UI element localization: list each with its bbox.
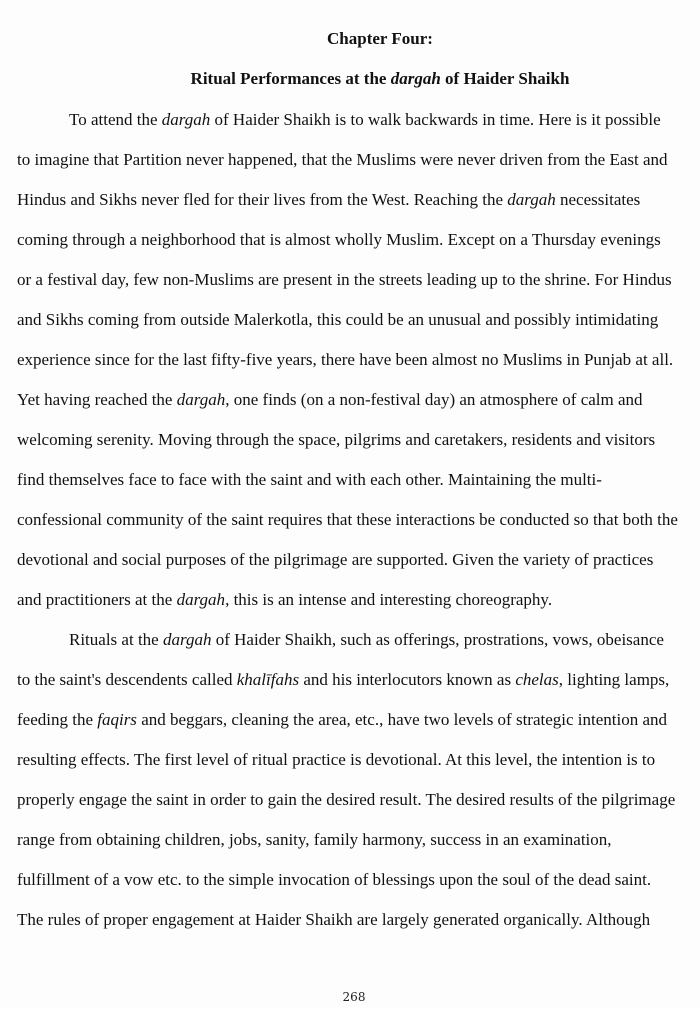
chapter-label: Chapter Four: bbox=[327, 29, 433, 48]
text-run: , lighting lamps, bbox=[558, 670, 670, 689]
text-run: feeding the bbox=[17, 710, 98, 729]
text-run: of Haider Shaikh, such as offerings, prostrations, vows, obeisance bbox=[211, 630, 664, 649]
text-run: To attend the bbox=[69, 110, 162, 129]
text-run: and practitioners at the bbox=[17, 590, 177, 609]
text-run: The rules of proper engagement at Haider Shaikh are largely generated organically. Although bbox=[17, 910, 651, 929]
text-run: or a festival day, few non-Muslims are present in the streets leading up to the shrine. For Hindus bbox=[17, 270, 672, 289]
text-line bbox=[17, 550, 653, 570]
italic-term: dargah bbox=[507, 190, 556, 209]
text-line bbox=[69, 630, 664, 650]
text-line bbox=[17, 830, 612, 850]
chapter-title bbox=[0, 69, 700, 89]
text-run: resulting effects. The first level of ritual practice is devotional. At this level, the intention is to bbox=[17, 750, 656, 769]
text-run: Yet having reached the bbox=[17, 390, 177, 409]
text-run: properly engage the saint in order to gain the desired result. The desired results of the pilgrimage bbox=[17, 790, 676, 809]
text-line bbox=[17, 710, 667, 730]
page-number: 268 bbox=[342, 990, 366, 1004]
text-line bbox=[17, 470, 602, 490]
text-line bbox=[17, 230, 661, 250]
text-run: of Haider Shaikh is to walk backwards in time. Here is it possible bbox=[210, 110, 661, 129]
text-run: experience since for the last fifty-five years, there have been almost no Muslims in Punjab at all. bbox=[17, 350, 674, 369]
italic-term: dargah bbox=[162, 630, 212, 649]
text-line bbox=[17, 390, 643, 410]
text-line bbox=[17, 270, 672, 290]
text-line bbox=[17, 790, 675, 810]
text-line bbox=[17, 150, 668, 170]
italic-term: khalīfahs bbox=[236, 670, 300, 689]
italic-term: dargah bbox=[161, 110, 211, 129]
text-run: and his interlocutors known as bbox=[299, 670, 516, 689]
text-line bbox=[69, 110, 661, 130]
text-run: and beggars, cleaning the area, etc., have two levels of strategic intention and bbox=[136, 710, 668, 729]
italic-term: dargah bbox=[176, 390, 226, 409]
text-run: welcoming serenity. Moving through the space, pilgrims and caretakers, residents and visitors bbox=[17, 430, 656, 449]
text-line bbox=[17, 910, 650, 930]
title-part-italic: dargah bbox=[390, 69, 441, 88]
text-run: coming through a neighborhood that is almost wholly Muslim. Except on a Thursday evenings bbox=[17, 230, 661, 249]
text-run: and Sikhs coming from outside Malerkotla, this could be an unusual and possibly intimidating bbox=[17, 310, 659, 329]
text-run: range from obtaining children, jobs, sanity, family harmony, success in an examination, bbox=[17, 830, 612, 849]
italic-term: faqirs bbox=[97, 710, 137, 729]
text-run: Rituals at the bbox=[69, 630, 163, 649]
text-line bbox=[17, 190, 640, 210]
text-run: find themselves face to face with the saint and with each other. Maintaining the multi- bbox=[17, 470, 602, 489]
text-line bbox=[17, 510, 678, 530]
text-run: necessitates bbox=[555, 190, 641, 209]
text-line bbox=[17, 670, 669, 690]
title-part: of Haider Shaikh bbox=[440, 69, 570, 88]
text-run: devotional and social purposes of the pilgrimage are supported. Given the variety of practices bbox=[17, 550, 654, 569]
text-line bbox=[17, 310, 658, 330]
text-line bbox=[17, 750, 655, 770]
text-line bbox=[17, 590, 552, 610]
title-part: Ritual Performances at the bbox=[190, 69, 391, 88]
text-run: Hindus and Sikhs never fled for their lives from the West. Reaching the bbox=[17, 190, 508, 209]
text-line bbox=[17, 430, 655, 450]
text-line bbox=[17, 870, 651, 890]
text-run: fulfillment of a vow etc. to the simple invocation of blessings upon the soul of the dead saint. bbox=[17, 870, 652, 889]
text-run: to imagine that Partition never happened, that the Muslims were never driven from the East and bbox=[17, 150, 668, 169]
text-run: confessional community of the saint requires that these interactions be conducted so that both the bbox=[17, 510, 678, 529]
italic-term: dargah bbox=[176, 590, 226, 609]
text-run: , one finds (on a non-festival day) an atmosphere of calm and bbox=[225, 390, 643, 409]
text-line bbox=[17, 350, 673, 370]
text-run: , this is an intense and interesting choreography. bbox=[225, 590, 553, 609]
italic-term: chelas bbox=[515, 670, 559, 689]
text-run: to the saint's descendents called bbox=[17, 670, 237, 689]
